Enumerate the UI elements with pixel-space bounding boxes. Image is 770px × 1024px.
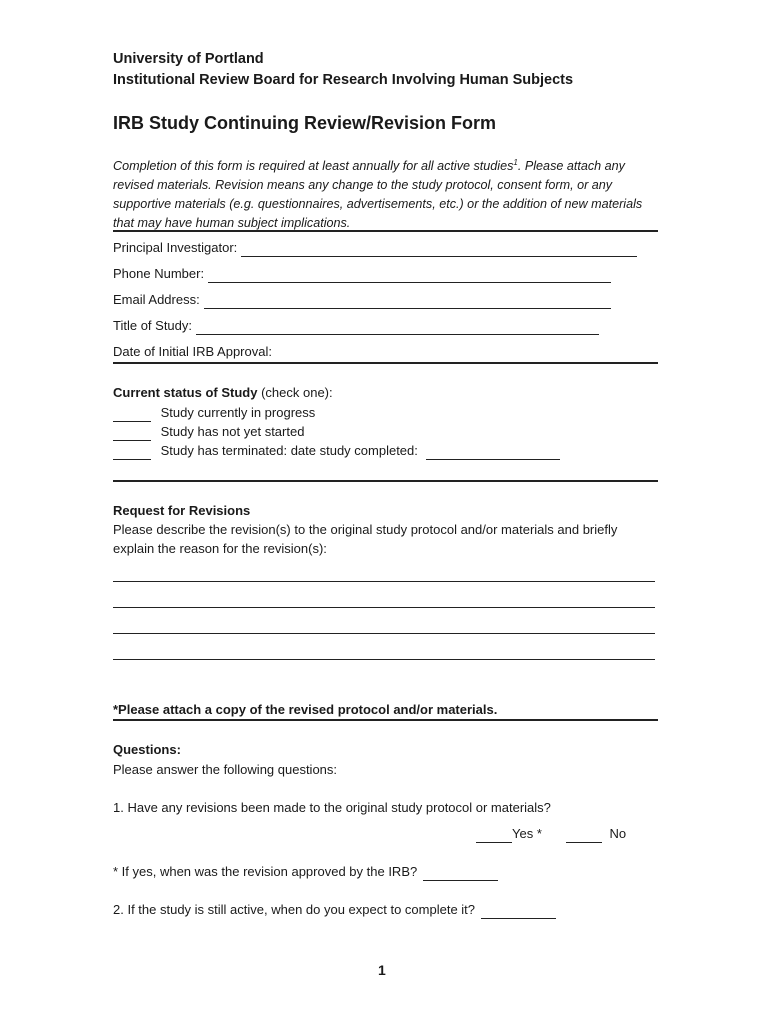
- pi-label: Principal Investigator:: [113, 240, 238, 255]
- pi-input-line[interactable]: [241, 242, 637, 257]
- revision-answer-line[interactable]: [113, 581, 655, 582]
- pi-field: [113, 239, 637, 257]
- expected-completion-date-line[interactable]: [481, 904, 556, 919]
- status-check-blank[interactable]: [113, 407, 151, 422]
- revision-answer-line[interactable]: [113, 607, 655, 608]
- q1-answer-row: [476, 825, 626, 843]
- question-2: [113, 901, 556, 919]
- email-input-line[interactable]: [204, 294, 611, 309]
- divider: [113, 480, 658, 482]
- page-number: 1: [378, 962, 386, 978]
- board-name: Institutional Review Board for Research Involving Human Subjects: [113, 72, 574, 88]
- form-title: IRB Study Continuing Review/Revision Form: [113, 113, 497, 133]
- revisions-prompt-line2: explain the reason for the revision(s):: [113, 541, 327, 556]
- status-heading: [113, 384, 333, 402]
- status-option-terminated: [113, 442, 560, 460]
- revisions-prompt-line1: Please describe the revision(s) to the original study protocol and/or materials and briefly: [113, 522, 618, 537]
- status-option-in-progress: [113, 404, 315, 422]
- questions-heading: Questions:: [113, 742, 181, 757]
- phone-input-line[interactable]: [208, 268, 611, 283]
- email-field: [113, 291, 611, 309]
- no-label: No: [609, 826, 627, 841]
- question-1: 1. Have any revisions been made to the original study protocol or materials?: [113, 800, 551, 815]
- revision-approval-date-line[interactable]: [423, 866, 498, 881]
- approval-date-label: Date of Initial IRB Approval:: [113, 344, 272, 359]
- status-check-blank[interactable]: [113, 445, 151, 460]
- study-title-label: Title of Study:: [113, 318, 192, 333]
- question-2-label: 2. If the study is still active, when do you expect to complete it?: [113, 902, 476, 917]
- phone-label: Phone Number:: [113, 266, 205, 281]
- followup-label: * If yes, when was the revision approved by the IRB?: [113, 864, 418, 879]
- intro-text-start: Completion of this form is required at least annually for all active studies: [113, 159, 514, 174]
- completion-date-line[interactable]: [426, 445, 560, 460]
- divider: [113, 719, 658, 721]
- study-title-field: [113, 317, 599, 335]
- intro-text-end: . Please attach any revised materials. Revision means any change to the study protocol, consent form, or any supportive materials (e.g. questionnaires, advertisements, etc.) or the addition of new materials that may have human subject implications.: [113, 159, 643, 231]
- revisions-heading: Request for Revisions: [113, 503, 251, 518]
- status-heading-note: (check one):: [257, 385, 333, 400]
- divider: [113, 230, 658, 232]
- email-label: Email Address:: [113, 292, 200, 307]
- yes-check-blank[interactable]: [476, 828, 512, 843]
- status-option-label: Study has terminated: date study completed:: [160, 443, 418, 458]
- intro-paragraph: [113, 153, 661, 233]
- status-option-label: Study currently in progress: [160, 405, 316, 420]
- divider: [113, 362, 658, 364]
- revision-answer-line[interactable]: [113, 659, 655, 660]
- footnote-mark: 1: [513, 158, 518, 167]
- study-title-input-line[interactable]: [196, 320, 599, 335]
- status-option-not-started: [113, 423, 304, 441]
- no-check-blank[interactable]: [566, 828, 602, 843]
- approval-date-field: [113, 343, 272, 361]
- status-option-label: Study has not yet started: [160, 424, 305, 439]
- university-name: University of Portland: [113, 51, 264, 67]
- status-heading-label: Current status of Study: [113, 385, 258, 400]
- followup-question: [113, 863, 498, 881]
- revision-answer-line[interactable]: [113, 633, 655, 634]
- yes-label: Yes *: [512, 826, 542, 841]
- attach-note: *Please attach a copy of the revised protocol and/or materials.: [113, 702, 498, 717]
- questions-instruction: Please answer the following questions:: [113, 762, 338, 777]
- status-check-blank[interactable]: [113, 426, 151, 441]
- phone-field: [113, 265, 611, 283]
